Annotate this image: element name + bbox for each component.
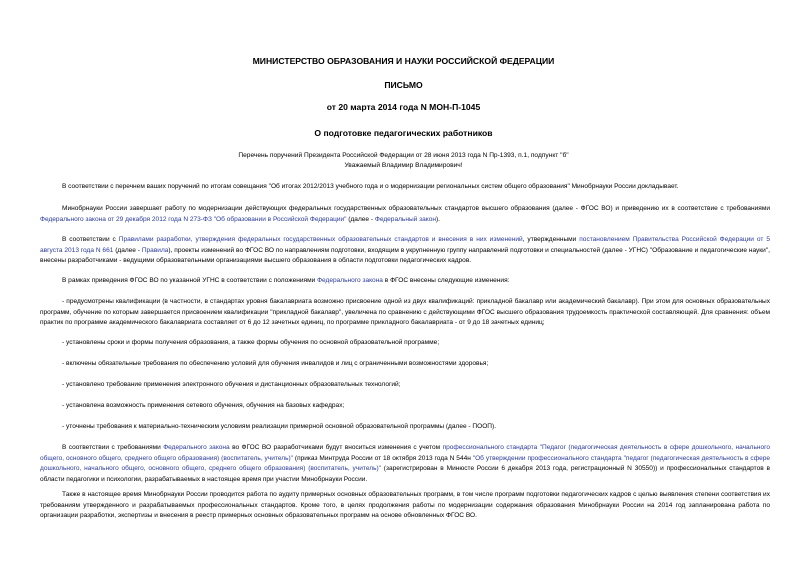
text-run: (приказ Минтруда России от 18 октября 2013 года N 544н [293,454,473,462]
paragraph-modernization [40,204,770,225]
paragraph-professional-standard [40,443,770,486]
link-government-decree-661[interactable]: постановлением Правительства Российской Федерации от 5 августа 2013 года N 661 [40,236,770,254]
link-federal-law-273[interactable]: Федерального закона от 29 декабря 2012 года N 273-ФЗ "Об образовании в Российской Федерации" [40,215,347,223]
text-run: , утвержденными [522,236,580,243]
text-run: в ФГОС внесены следующие изменения: [382,277,510,284]
link-rules-short[interactable]: Правила [141,246,169,254]
bullet-qualifications: - предусмотрены квалификации (в частности, в стандартах уровня бакалавриата возможно присвоение одной из двух квалификаций: прикладной бакалавр или академический бакалавр). При этом для основных образовательных программ, обучение по которым завершается присвоением квалификации "прикладной бакалавр", увеличена по сравнению с действующими ФГОС высшего образования трудоемкость практической составляющей. Для сравнения: объем практик по программе академического бакалавриата составляет от 6 до 12 зачетных единиц, по программе прикладного бакалавриата - от 9 до 18 зачетных единиц; [40,298,770,327]
paragraph-intro: В соответствии с перечнем ваших поручений по итогам совещания "Об итогах 2012/2013 учебного года и о модернизации региональных систем общего образования" Минобрнауки России докладывает. [62,183,679,190]
link-federal-law[interactable]: Федерального закона [163,444,230,451]
text-run: ). [435,215,440,223]
greeting: Уважаемый Владимир Владимирович! [344,162,463,169]
link-order-544n[interactable]: "Об утверждении профессионального стандарта "педагог (педагогическая деятельность в сфере дошкольного, начального общего, основного общего, среднего общего образования) (воспитатель, учитель)" [40,454,771,473]
paragraph-rules [40,235,770,267]
text-run: (далее - [113,246,142,254]
link-professional-standard-teacher[interactable]: профессионального стандарта "Педагог (педагогическая деятельность в сфере дошкольного, начального общего, основного общего, среднего общего образования) (воспитатель, учитель)" [40,444,770,462]
text-run: ), проекты изменений во ФГОС ВО по направлениям подготовки, входящим в укрупненную группу направлений подготовки и специальностей (далее - УГНС) "Образование и педагогические науки", внесены разработчиками - ведущими образовательными организациями высшего образования в области подготовки педагогических кадров. [40,246,770,265]
bullet-disabled-conditions: - включены обязательные требования по обеспечению условий для обучения инвалидов и лиц с ограниченными возможностями здоровья; [62,360,489,367]
bullet-network-learning: - установлена возможность применения сетевого обучения, обучения на базовых кафедрах; [62,402,345,409]
text-run: во ФГОС ВО разработчиками будут вноситься изменения с учетом [229,444,443,451]
text-run: Минобрнауки России завершает работу по модернизации действующих федеральных государственных образовательных стандартов высшего образования (далее - ФГОС ВО) и приведению их в соответствие с требованиями [62,205,770,212]
document-subject: О подготовке педагогических работников [314,128,493,138]
paragraph-audit: Также в настоящее время Минобрнауки России проводится работа по аудиту примерных основных образовательных программ, в том числе программ подготовки педагогических кадров с целью выявления степени соответствия их требованиям утвержденного и разрабатываемых профессиональных стандартов. Кроме того, в целях продолжения работы по модернизации содержания образования Минобрнауки России на 2014 год запланирована работа по организации разработки, экспертизы и внесения в реестр примерных основных образовательных программ на основе обновленных ФГОС ВО. [40,491,770,520]
text-run: В соответствии с [62,236,119,243]
text-run: В рамках приведения ФГОС ВО по указанной УГНС в соответствии с положениями [62,277,318,284]
bullet-e-learning: - установлено требование применения электронного обучения и дистанционных образовательных технологий; [62,381,401,388]
document-date-number: от 20 марта 2014 года N МОН-П-1045 [326,102,481,112]
text-run: В соответствии с требованиями [62,444,164,451]
paragraph-changes-intro [40,276,770,287]
document-type: ПИСЬМО [384,80,423,90]
ministry-title: МИНИСТЕРСТВО ОБРАЗОВАНИЯ И НАУКИ РОССИЙСКОЙ ФЕДЕРАЦИИ [252,56,555,66]
bullet-forms-of-education: - установлены сроки и формы получения образования, а также формы обучения по основной образовательной программе; [62,339,440,346]
bullet-material-conditions: - уточнены требования к материально-техническим условиям реализации примерной основной образовательной программы (далее - ПООП). [62,423,497,430]
reference-line: Перечень поручений Президента Российской Федерации от 28 июня 2013 года N Пр-1393, п.1, подпункт "б" [238,152,569,159]
text-run: (далее - [346,215,375,223]
link-federal-law[interactable]: Федерального закона [317,277,383,284]
link-federal-law[interactable]: Федеральный закон [374,215,436,223]
link-rules[interactable]: Правилами разработки, утверждения федеральных государственных образовательных стандартов и внесения в них изменений [118,236,523,243]
text-run: (зарегистрирован в Минюсте России 6 декабря 2013 года, регистрационный N 30550)) и профессиональных стандартов в области педагогики и психологии, разрабатываемых в настоящее время при участии Минобрнауки России. [40,465,770,484]
